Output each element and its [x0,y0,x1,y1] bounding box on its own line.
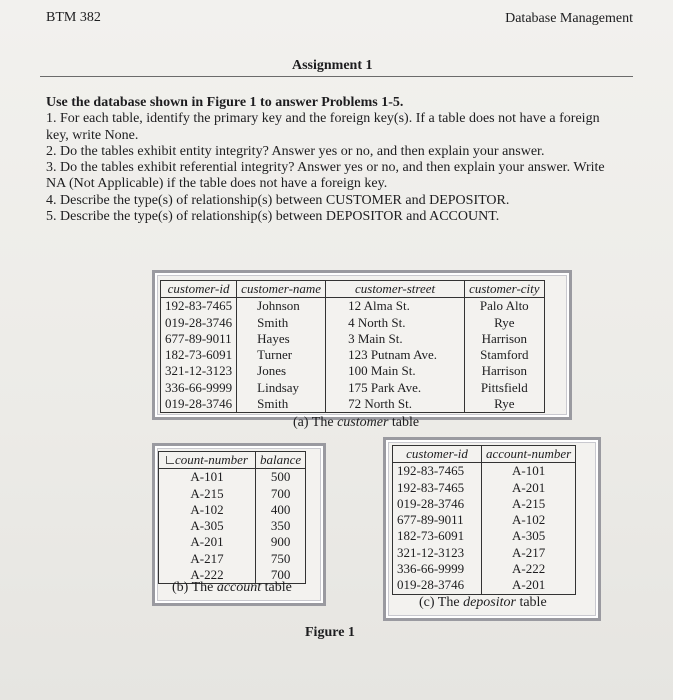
table-cell: 019-28-3746 [393,577,482,594]
customer-table-frame [152,270,572,420]
table-cell: Jones [237,363,326,379]
problem-3: 3. Do the tables exhibit referential integrity? Answer yes or no, and then explain your answer. Write NA (Not Applicable) if the table does not have a foreign key. [46,160,605,192]
table-cell: A-217 [482,545,576,561]
table-row [159,469,306,486]
table-cell: Hayes [237,331,326,347]
table-cell: 192-83-7465 [161,298,237,315]
figure-label: Figure 1 [305,625,355,640]
caption-prefix: (c) The [419,595,464,610]
table-cell: 192-83-7465 [393,480,482,496]
table-cell: Smith [237,315,326,331]
table-cell: 4 North St. [326,315,465,331]
table-cell: 500 [256,469,306,486]
course-subject: Database Management [505,11,633,26]
table-cell: 350 [256,518,306,534]
account-table [158,451,306,584]
account-number-header [159,452,256,469]
table-cell: Stamford [465,347,545,363]
problem-1: 1. For each table, identify the primary key and the foreign key(s). If a table does not have a foreign key, write None. [46,111,600,143]
table-cell: 321-12-3123 [393,545,482,561]
caption-suffix: table [515,595,547,610]
assignment-title: Assignment 1 [292,58,373,73]
table-cell: 12 Alma St. [326,298,465,315]
table-cell: A-222 [159,567,256,584]
instructions-lead: Use the database shown in Figure 1 to answer Problems 1-5. [46,95,404,110]
table-cell: A-102 [482,512,576,528]
table-row [393,480,576,496]
table-row [161,298,545,315]
title-divider [40,76,633,77]
table-cell: 3 Main St. [326,331,465,347]
table-row [159,502,306,518]
table-row [161,363,545,379]
mouse-cursor-icon [166,456,174,464]
customer-table-body [161,298,545,413]
table-cell: Smith [237,396,326,413]
table-cell: A-201 [482,480,576,496]
table-cell: 192-83-7465 [393,463,482,480]
problem-5: 5. Describe the type(s) of relationship(s) between DEPOSITOR and ACCOUNT. [46,209,500,225]
table-cell: 336-66-9999 [393,561,482,577]
table-cell: Pittsfield [465,380,545,396]
table-row [159,486,306,502]
table-cell: 700 [256,567,306,584]
table-row [393,528,576,544]
table-row [159,551,306,567]
table-cell: A-101 [482,463,576,480]
table-cell: 123 Putnam Ave. [326,347,465,363]
customer-street-header: customer-street [326,281,465,298]
table-row [393,463,576,480]
depositor-table [392,445,576,595]
depositor-table-body [393,463,576,594]
customer-city-header: customer-city [465,281,545,298]
depositor-table-frame [383,437,601,621]
table-cell: A-101 [159,469,256,486]
table-cell: Rye [465,315,545,331]
table-cell: A-305 [482,528,576,544]
caption-suffix: table [388,415,420,430]
table-cell: A-201 [482,577,576,594]
table-row [159,518,306,534]
depositor-table-caption [419,595,547,611]
table-row [393,496,576,512]
caption-table-name: depositor [463,595,516,610]
customer-table-caption [293,415,419,431]
table-cell: 750 [256,551,306,567]
caption-table-name: customer [337,415,389,430]
table-cell: 019-28-3746 [393,496,482,512]
table-row [161,315,545,331]
table-cell: Harrison [465,331,545,347]
table-cell: 019-28-3746 [161,396,237,413]
table-cell: 182-73-6091 [161,347,237,363]
table-row [161,331,545,347]
table-cell: A-305 [159,518,256,534]
table-cell: Lindsay [237,380,326,396]
caption-suffix: table [261,580,292,595]
table-cell: 336-66-9999 [161,380,237,396]
course-code: BTM 382 [46,10,101,25]
table-cell: 019-28-3746 [161,315,237,331]
table-row [159,534,306,550]
table-cell: 175 Park Ave. [326,380,465,396]
table-cell: Rye [465,396,545,413]
table-row [161,347,545,363]
table-cell: A-215 [159,486,256,502]
customer-table [160,280,545,413]
customer-id-header: customer-id [161,281,237,298]
depositor-account-number-header: account-number [482,446,576,463]
table-cell: Turner [237,347,326,363]
table-cell: A-215 [482,496,576,512]
table-row [161,396,545,413]
table-row [393,577,576,594]
problem-2: 2. Do the tables exhibit entity integrity? Answer yes or no, and then explain your answer. [46,143,545,159]
table-cell: Harrison [465,363,545,379]
depositor-customer-id-header: customer-id [393,446,482,463]
table-cell: 182-73-6091 [393,528,482,544]
table-cell: A-217 [159,551,256,567]
caption-prefix: (b) The [172,580,217,595]
table-row [393,545,576,561]
table-row [393,561,576,577]
problem-4: 4. Describe the type(s) of relationship(s) between CUSTOMER and DEPOSITOR. [46,192,510,208]
account-table-body [159,469,306,584]
table-cell: A-102 [159,502,256,518]
table-row [393,512,576,528]
table-cell: Palo Alto [465,298,545,315]
table-cell: Johnson [237,298,326,315]
table-cell: 677-89-9011 [161,331,237,347]
caption-prefix: (a) The [293,415,338,430]
table-row [161,380,545,396]
problem-list [46,95,616,225]
account-number-header-label: count-number [175,452,248,467]
balance-header: balance [256,452,306,469]
customer-name-header: customer-name [237,281,326,298]
table-cell: 700 [256,486,306,502]
table-cell: A-201 [159,534,256,550]
table-cell: 677-89-9011 [393,512,482,528]
table-cell: 100 Main St. [326,363,465,379]
account-table-caption [172,580,292,596]
table-cell: 321-12-3123 [161,363,237,379]
table-cell: A-222 [482,561,576,577]
table-cell: 400 [256,502,306,518]
table-cell: 900 [256,534,306,550]
caption-table-name: account [216,580,262,595]
table-cell: 72 North St. [326,396,465,413]
